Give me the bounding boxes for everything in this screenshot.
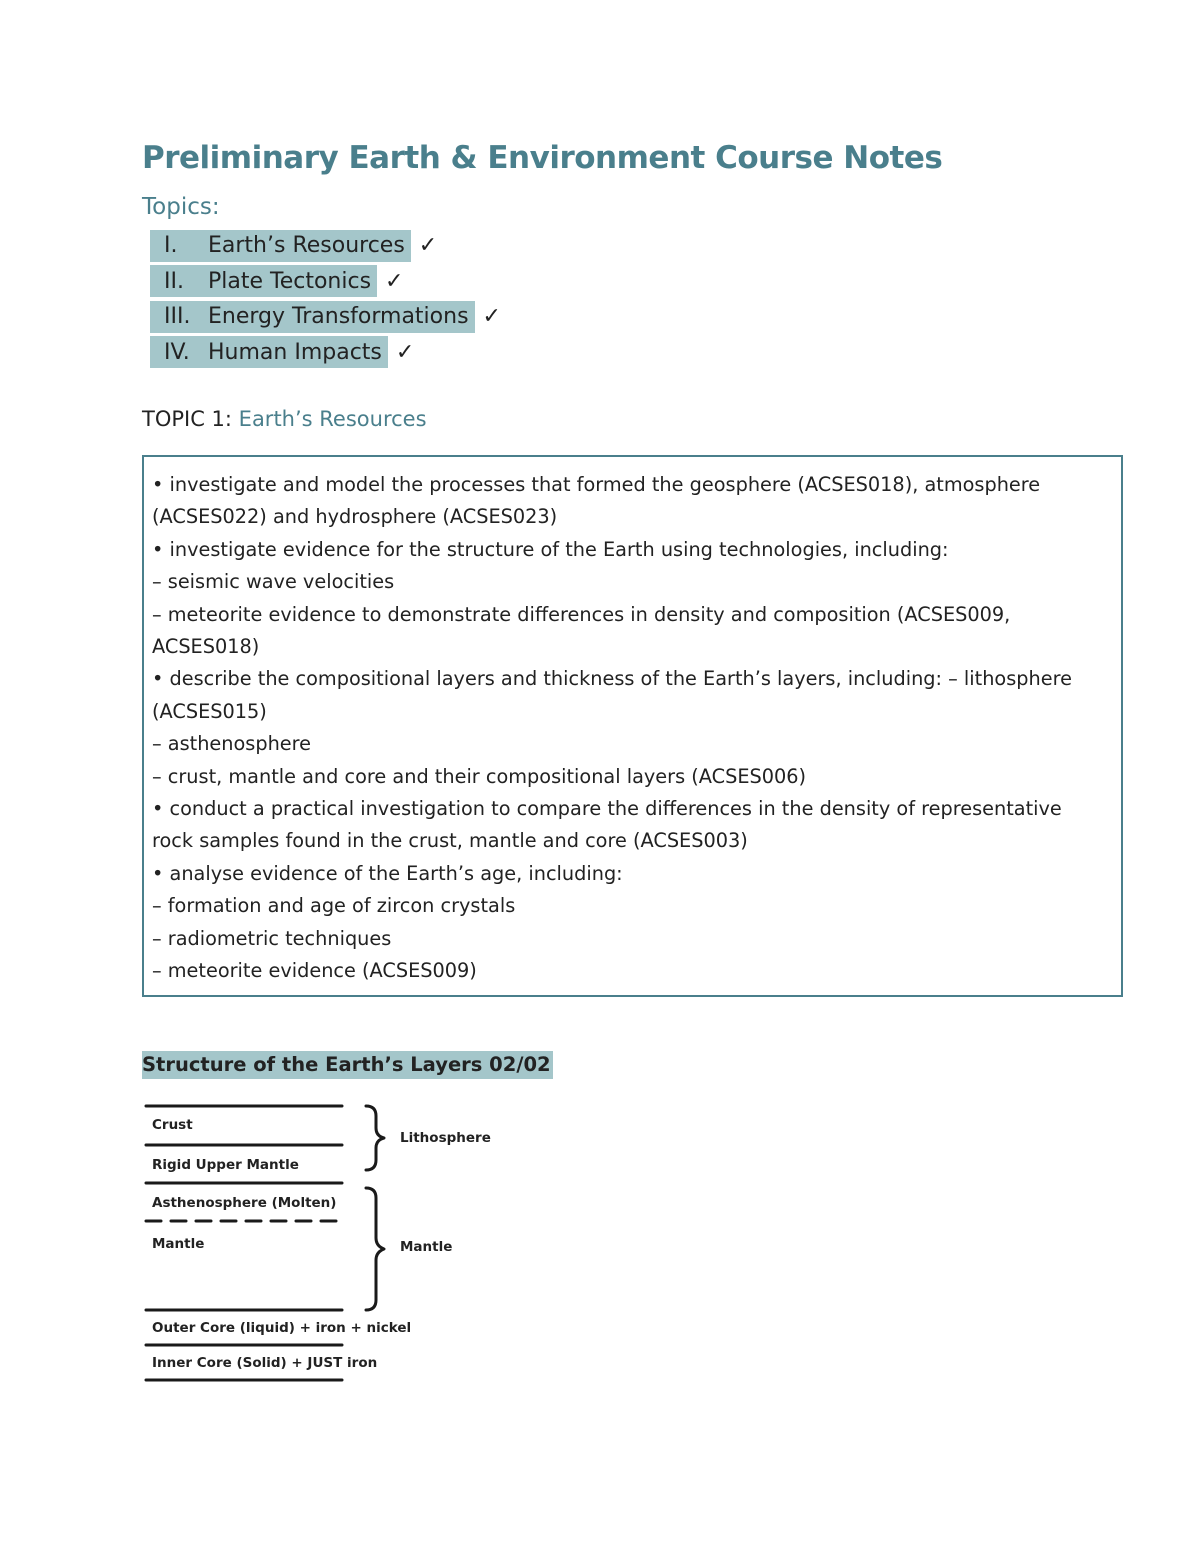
topic-item: [150, 264, 501, 300]
layers-section-heading: Structure of the Earth’s Layers 02/02: [142, 1051, 553, 1079]
outcome-line: – crust, mantle and core and their compositional layers (ACSES006): [152, 764, 807, 788]
outcome-line: – seismic wave velocities: [152, 570, 395, 594]
topic-item: [150, 299, 501, 335]
topics-list: [150, 228, 501, 370]
outcome-line: • describe the compositional layers and thickness of the Earth’s layers, including: – lithosphere: [152, 667, 1072, 691]
outcome-line: – asthenosphere: [152, 732, 312, 756]
topic-highlight: [150, 301, 475, 333]
lithosphere-brace-icon: [366, 1106, 384, 1170]
outcome-line: (ACSES015): [152, 699, 267, 723]
outcome-line: • analyse evidence of the Earth’s age, including:: [152, 861, 623, 885]
topic-item: [150, 228, 501, 264]
outcome-line: ACSES018): [152, 635, 260, 659]
topic-number: I.: [164, 233, 178, 259]
topic-label: Energy Transformations: [208, 304, 469, 330]
outcome-line: – radiometric techniques: [152, 926, 392, 950]
mantle-brace-icon: [366, 1188, 384, 1310]
lithosphere-group-label: Lithosphere: [400, 1130, 491, 1146]
outcome-line: – formation and age of zircon crystals: [152, 894, 516, 918]
crust-label: Crust: [152, 1117, 193, 1133]
outcome-line: • investigate and model the processes that formed the geosphere (ACSES018), atmosphere: [152, 473, 1041, 496]
outcome-line: – meteorite evidence to demonstrate differences in density and composition (ACSES009,: [152, 602, 1011, 626]
mantle-group-label: Mantle: [400, 1239, 453, 1255]
outcome-line: • conduct a practical investigation to compare the differences in the density of representative: [152, 797, 1062, 821]
topic-1-name: Earth’s Resources: [238, 407, 427, 431]
check-mark-icon: ✓: [385, 268, 404, 294]
topic-1-heading: [142, 407, 427, 431]
inner-core-label: Inner Core (Solid) + JUST iron: [152, 1355, 378, 1371]
document-title: Preliminary Earth & Environment Course Notes: [142, 140, 943, 176]
outer-core-label: Outer Core (liquid) + iron + nickel: [152, 1320, 412, 1336]
topic-label: Plate Tectonics: [208, 268, 372, 294]
asthenosphere-label: Asthenosphere (Molten): [152, 1195, 337, 1211]
outcome-line: (ACSES022) and hydrosphere (ACSES023): [152, 505, 558, 529]
check-mark-icon: ✓: [482, 304, 501, 330]
outcome-line: • investigate evidence for the structure of the Earth using technologies, including:: [152, 537, 949, 561]
topic-label: Human Impacts: [208, 339, 382, 365]
check-mark-icon: ✓: [418, 233, 438, 259]
topic-1-prefix: TOPIC 1:: [142, 407, 239, 431]
syllabus-outcomes-box: [142, 455, 1123, 997]
topic-item: [150, 335, 501, 371]
check-mark-icon: ✓: [395, 339, 415, 365]
topic-highlight: [150, 336, 388, 368]
outcome-line: – meteorite evidence (ACSES009): [152, 959, 477, 983]
topic-highlight: [150, 265, 377, 297]
topic-number: II.: [164, 268, 184, 294]
topics-label: Topics:: [142, 194, 220, 220]
rigid-upper-mantle-label: Rigid Upper Mantle: [152, 1157, 299, 1173]
outcome-line: rock samples found in the crust, mantle and core (ACSES003): [152, 829, 748, 853]
topic-label: Earth’s Resources: [208, 233, 405, 259]
earth-layers-diagram: [142, 1098, 542, 1398]
topic-number: IV.: [164, 339, 190, 365]
topic-highlight: [150, 230, 411, 262]
mantle-layer-label: Mantle: [152, 1236, 205, 1252]
topic-number: III.: [164, 304, 191, 330]
